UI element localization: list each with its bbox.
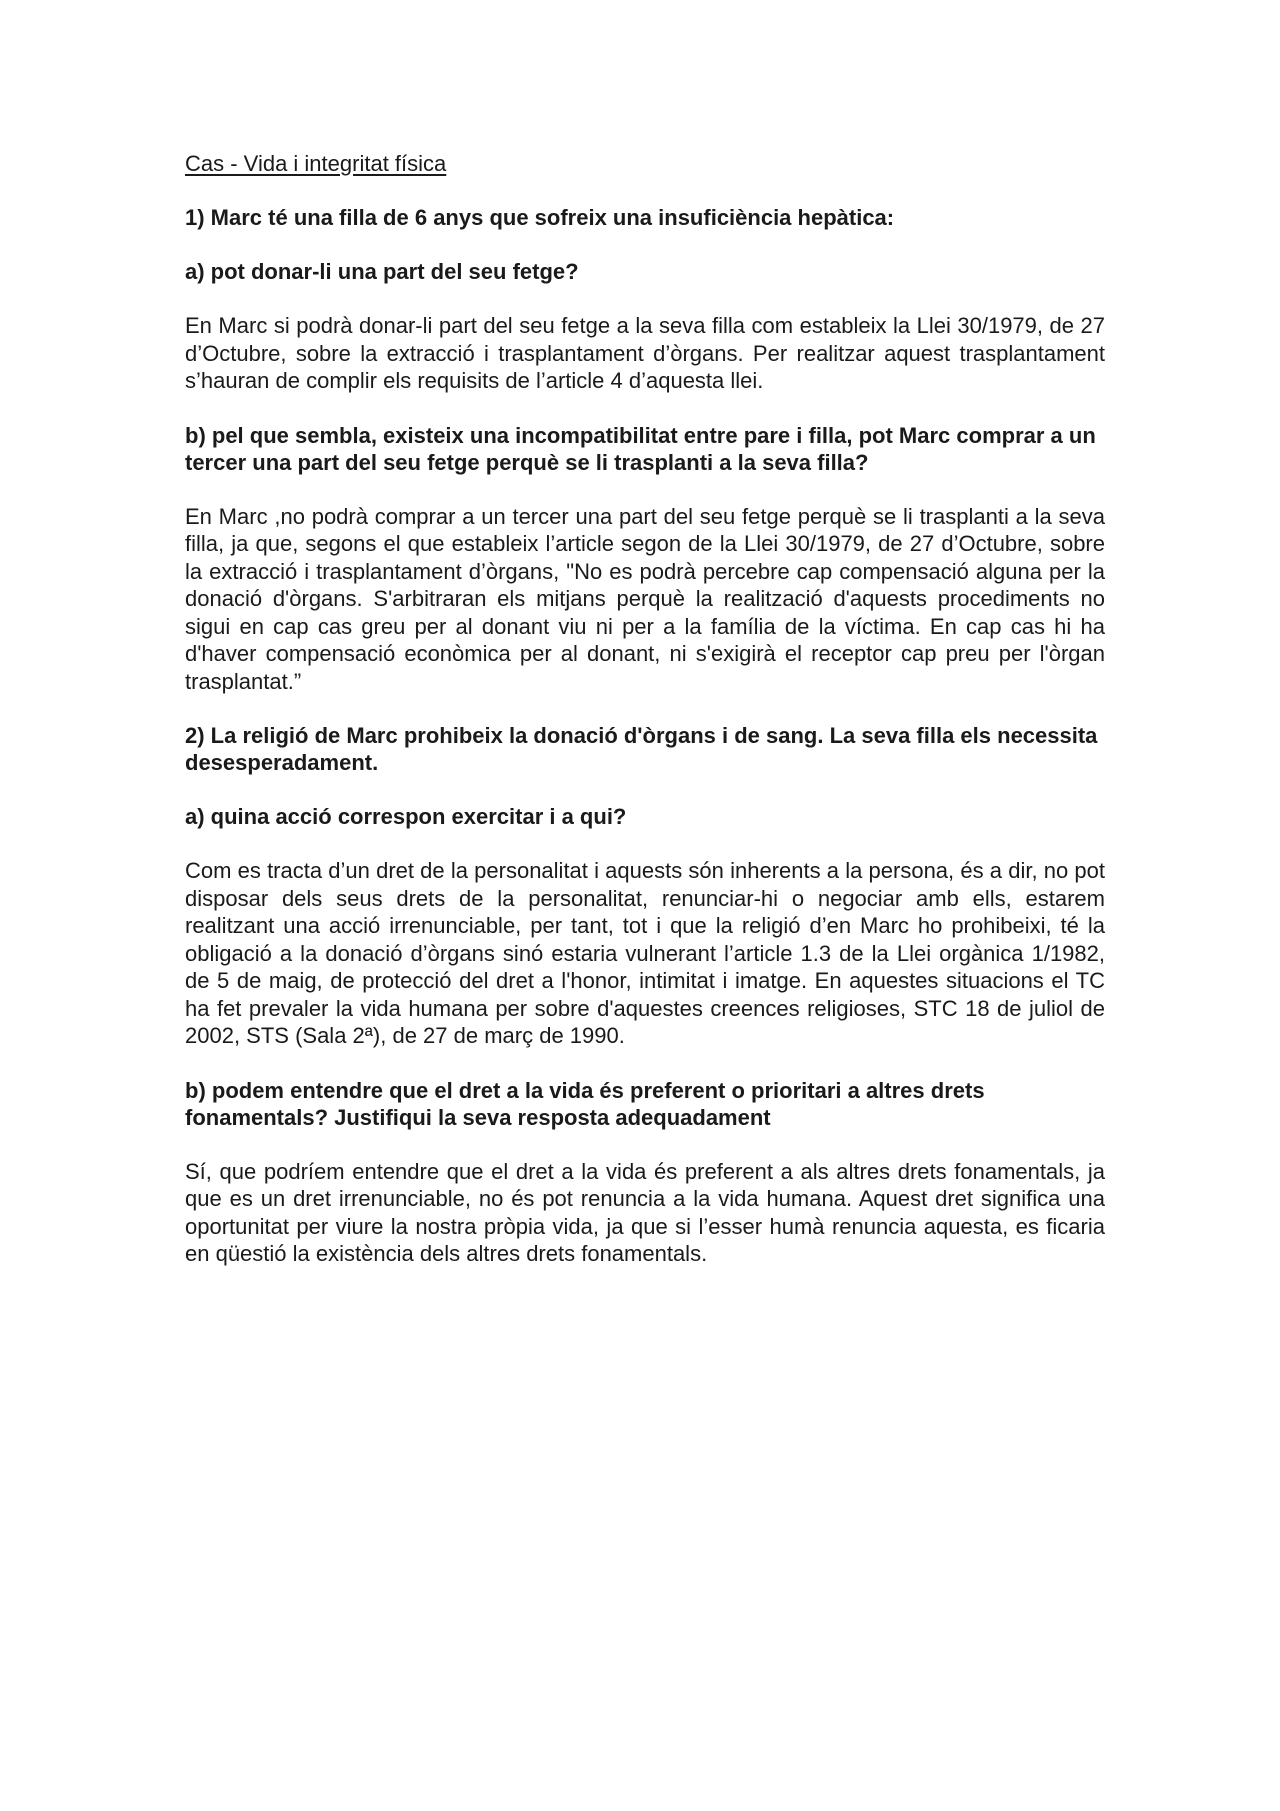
- question-1a: a) pot donar-li una part del seu fetge?: [185, 259, 579, 284]
- document-page: [185, 150, 1105, 1295]
- section-2-heading: 2) La religió de Marc prohibeix la donació d'òrgans i de sang. La seva filla els necessita desesperadament.: [185, 723, 1098, 775]
- answer-2b: Sí, que podríem entendre que el dret a la vida és preferent a als altres drets fonamentals, ja que es un dret irrenunciable, no és pot renuncia a la vida humana. Aquest dret significa una oportunitat per viure la nostra pròpia vida, ja que si l’esser humà renuncia aquesta, es ficaria en qüestió la existència dels altres drets fonamentals.: [185, 1158, 1105, 1266]
- section-1-heading: 1) Marc té una filla de 6 anys que sofreix una insuficiència hepàtica:: [185, 205, 895, 230]
- section-2: [185, 722, 1105, 1268]
- answer-1a: En Marc si podrà donar-li part del seu fetge a la seva filla com estableix la Llei 30/1979, de 27 d’Octubre, sobre la extracció i trasplantament d’òrgans. Per realitzar aquest trasplantament s’hauran de complir els requisits de l’article 4 d’aquesta llei.: [185, 313, 1105, 393]
- document-title: Cas - Vida i integritat física: [185, 151, 447, 176]
- section-1: [185, 204, 1105, 695]
- answer-2a: Com es tracta d’un dret de la personalitat i aquests són inherents a la persona, és a dir, no pot disposar dels seus drets de la personalitat, renunciar-hi o negociar amb ells, estarem realitzant una acció irrenunciable, per tant, tot i que la religió d’en Marc ho prohibeixi, té la obligació a la donació d’òrgans sinó estaria vulnerant l’article 1.3 de la Llei orgànica 1/1982, de 5 de maig, de protecció del dret a l'honor, intimitat i imatge. En aquestes situacions el TC ha fet prevaler la vida humana per sobre d'aquestes creences religioses, STC 18 de juliol de 2002, STS (Sala 2ª), de 27 de març de 1990.: [185, 858, 1105, 1048]
- question-2a: a) quina acció correspon exercitar i a qui?: [185, 804, 627, 829]
- answer-1b: En Marc ,no podrà comprar a un tercer una part del seu fetge perquè se li trasplanti a la seva filla, ja que, segons el que estableix l’article segon de la Llei 30/1979, de 27 d’Octubre, sobre la extracció i trasplantament d’òrgans, "No es podrà percebre cap compensació alguna per la donació d'òrgans. S'arbitraran els mitjans perquè la realització d'aquests procediments no sigui en cap cas greu per al donant viu ni per a la família de la víctima. En cap cas hi ha d'haver compensació econòmica per al donant, ni s'exigirà el receptor cap preu per l'òrgan trasplantat.”: [185, 503, 1105, 694]
- question-1b: b) pel que sembla, existeix una incompatibilitat entre pare i filla, pot Marc comprar a un tercer una part del seu fetge perquè se li trasplanti a la seva filla?: [185, 422, 1096, 475]
- question-2b: b) podem entendre que el dret a la vida és preferent o prioritari a altres drets fonamentals? Justifiqui la seva resposta adequadament: [185, 1077, 985, 1130]
